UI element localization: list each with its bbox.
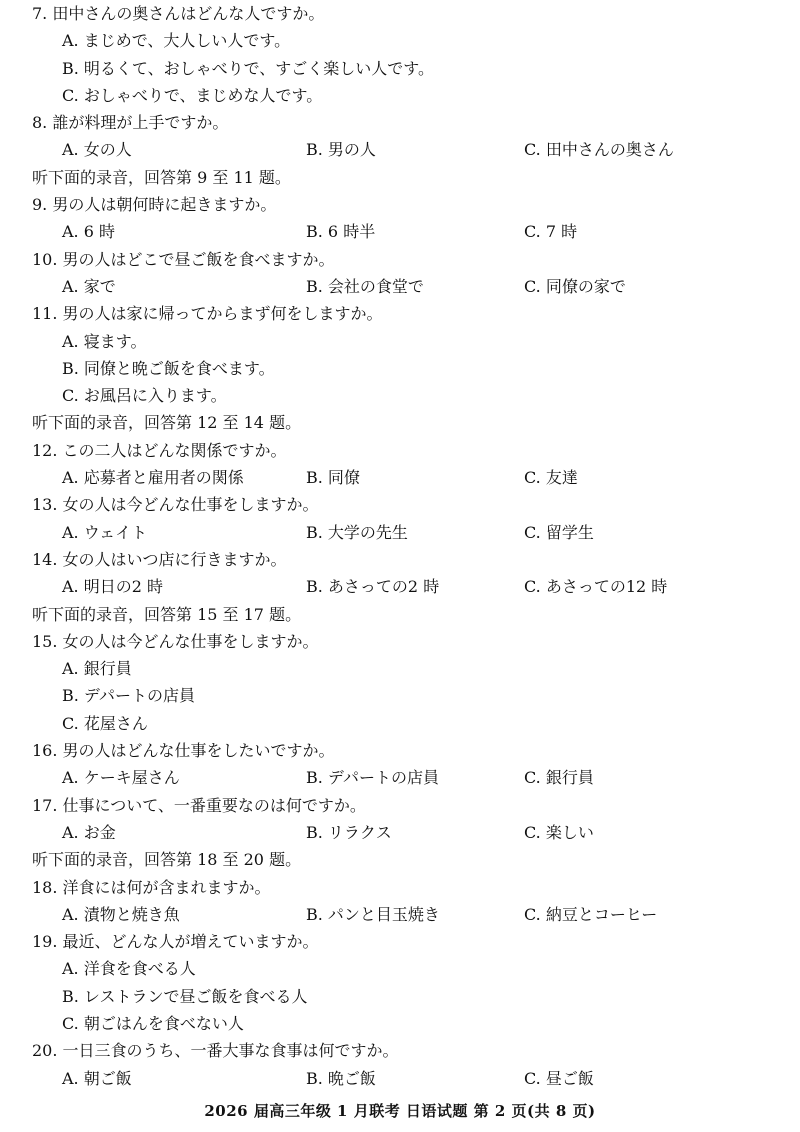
option-choice: A. 明日の2 時 bbox=[62, 577, 163, 597]
question-line: 听下面的录音，回答第 12 至 14 题。 bbox=[32, 413, 302, 433]
option-choice: C. 銀行員 bbox=[524, 768, 594, 788]
option-line: B. デパートの店員 bbox=[62, 686, 195, 706]
option-line: C. 朝ごはんを食べない人 bbox=[62, 1013, 244, 1033]
question-line: 13. 女の人は今どんな仕事をしますか。 bbox=[32, 495, 319, 515]
option-choice: A. 漬物と焼き魚 bbox=[62, 904, 180, 924]
option-choice: C. あさっての12 時 bbox=[524, 577, 668, 597]
question-line: 听下面的录音，回答第 9 至 11 题。 bbox=[32, 167, 291, 187]
question-list bbox=[32, 0, 792, 1092]
option-line: B. レストランで昼ご飯を食べる人 bbox=[62, 986, 308, 1006]
option-row bbox=[32, 218, 792, 245]
option-line: A. 銀行員 bbox=[62, 659, 132, 679]
option-row bbox=[32, 519, 792, 546]
question-line: 15. 女の人は今どんな仕事をしますか。 bbox=[32, 631, 319, 651]
question-line: 9. 男の人は朝何時に起きますか。 bbox=[32, 195, 277, 215]
option-choice: A. ウェイト bbox=[62, 522, 148, 542]
option-choice: A. 6 時 bbox=[62, 222, 115, 242]
option-choice: C. 昼ご飯 bbox=[524, 1068, 594, 1088]
option-choice: B. あさっての2 時 bbox=[306, 577, 440, 597]
question-line: 12. この二人はどんな関係ですか。 bbox=[32, 440, 287, 460]
option-row bbox=[32, 1065, 792, 1092]
option-choice: B. リラクス bbox=[306, 822, 392, 842]
option-line: C. おしゃべりで、まじめな人です。 bbox=[62, 85, 323, 105]
option-line: A. まじめで、大人しい人です。 bbox=[62, 31, 291, 51]
question-line: 18. 洋食には何が含まれますか。 bbox=[32, 877, 271, 897]
question-line: 19. 最近、どんな人が増えていますか。 bbox=[32, 932, 319, 952]
question-line: 11. 男の人は家に帰ってからまず何をしますか。 bbox=[32, 304, 383, 324]
option-row bbox=[32, 819, 792, 846]
option-choice: A. 朝ご飯 bbox=[62, 1068, 132, 1088]
option-row bbox=[32, 764, 792, 791]
option-choice: B. 大学の先生 bbox=[306, 522, 408, 542]
option-choice: B. 同僚 bbox=[306, 468, 360, 488]
option-choice: A. 女の人 bbox=[62, 140, 132, 160]
option-choice: C. 7 時 bbox=[524, 222, 578, 242]
option-row bbox=[32, 136, 792, 163]
option-line: B. 同僚と晩ご飯を食べます。 bbox=[62, 358, 275, 378]
option-choice: B. 晩ご飯 bbox=[306, 1068, 376, 1088]
option-choice: C. 同僚の家で bbox=[524, 276, 626, 296]
option-row bbox=[32, 464, 792, 491]
option-choice: A. 応募者と雇用者の関係 bbox=[62, 468, 244, 488]
option-line: C. お風呂に入ります。 bbox=[62, 386, 227, 406]
question-line: 听下面的录音，回答第 18 至 20 题。 bbox=[32, 850, 302, 870]
option-choice: B. 男の人 bbox=[306, 140, 376, 160]
option-line: A. 洋食を食べる人 bbox=[62, 959, 196, 979]
option-choice: C. 田中さんの奥さん bbox=[524, 140, 674, 160]
option-row bbox=[32, 901, 792, 928]
option-choice: A. 家で bbox=[62, 276, 116, 296]
page-footer: 2026 届高三年级 1 月联考 日语试题 第 2 页(共 8 页) bbox=[204, 1102, 596, 1120]
question-line: 17. 仕事について、一番重要なのは何ですか。 bbox=[32, 795, 366, 815]
option-line: A. 寝ます。 bbox=[62, 331, 147, 351]
question-line: 10. 男の人はどこで昼ご飯を食べますか。 bbox=[32, 249, 335, 269]
question-line: 8. 誰が料理が上手ですか。 bbox=[32, 113, 229, 133]
option-choice: C. 納豆とコーヒー bbox=[524, 904, 658, 924]
option-line: B. 明るくて、おしゃべりで、すごく楽しい人です。 bbox=[62, 58, 435, 78]
question-line: 14. 女の人はいつ店に行きますか。 bbox=[32, 549, 287, 569]
option-line: C. 花屋さん bbox=[62, 713, 148, 733]
option-choice: A. ケーキ屋さん bbox=[62, 768, 180, 788]
option-choice: B. 6 時半 bbox=[306, 222, 376, 242]
option-choice: C. 楽しい bbox=[524, 822, 594, 842]
option-choice: B. パンと目玉焼き bbox=[306, 904, 440, 924]
question-line: 7. 田中さんの奥さんはどんな人ですか。 bbox=[32, 4, 325, 23]
question-line: 20. 一日三食のうち、一番大事な食事は何ですか。 bbox=[32, 1041, 399, 1061]
option-choice: C. 友達 bbox=[524, 468, 578, 488]
option-row bbox=[32, 273, 792, 300]
option-choice: C. 留学生 bbox=[524, 522, 594, 542]
question-line: 听下面的录音，回答第 15 至 17 题。 bbox=[32, 604, 302, 624]
option-choice: B. 会社の食堂で bbox=[306, 276, 424, 296]
option-row bbox=[32, 573, 792, 600]
option-choice: A. お金 bbox=[62, 822, 116, 842]
option-choice: B. デパートの店員 bbox=[306, 768, 439, 788]
question-line: 16. 男の人はどんな仕事をしたいですか。 bbox=[32, 741, 335, 761]
